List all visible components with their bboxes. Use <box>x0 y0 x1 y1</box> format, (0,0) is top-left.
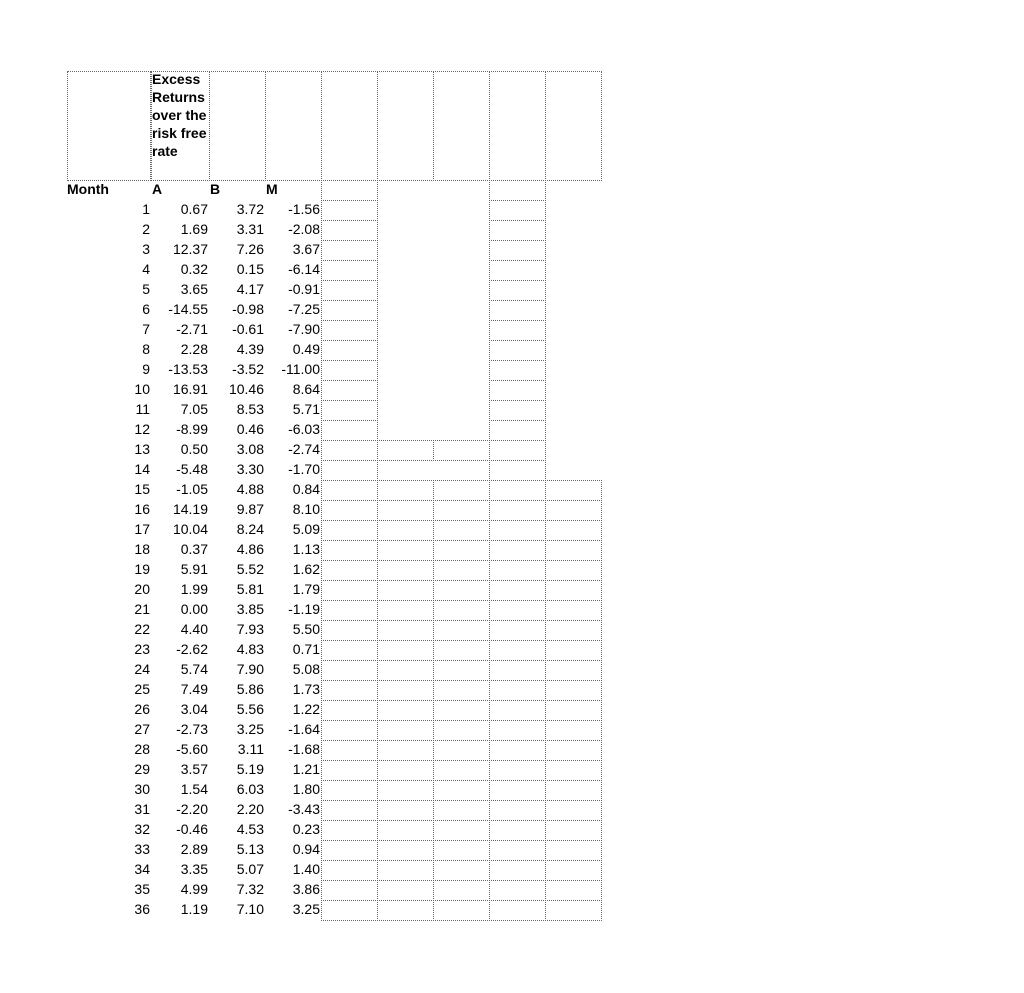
empty-cell[interactable] <box>489 200 546 221</box>
empty-cell[interactable] <box>377 840 434 861</box>
value-m-cell[interactable]: -7.25 <box>288 301 320 317</box>
month-cell[interactable]: 27 <box>134 721 150 737</box>
value-b-cell[interactable]: 4.53 <box>236 821 264 837</box>
empty-cell[interactable] <box>321 580 378 601</box>
empty-cell[interactable] <box>321 820 378 841</box>
value-a-cell[interactable]: -14.55 <box>168 301 208 317</box>
empty-cell[interactable] <box>489 260 546 281</box>
value-b-cell[interactable]: 4.83 <box>236 641 264 657</box>
empty-cell[interactable] <box>433 480 490 501</box>
column-header-month: Month <box>67 181 109 197</box>
empty-cell[interactable] <box>545 660 602 681</box>
empty-cell[interactable] <box>321 260 378 281</box>
month-cell[interactable]: 32 <box>134 821 150 837</box>
empty-cell[interactable] <box>489 440 546 461</box>
month-cell[interactable]: 2 <box>142 221 150 237</box>
empty-cell[interactable] <box>545 560 602 581</box>
month-cell[interactable]: 9 <box>142 361 150 377</box>
value-b-cell[interactable]: 7.32 <box>236 881 264 897</box>
empty-cell[interactable] <box>321 460 378 481</box>
empty-cell[interactable] <box>489 300 546 321</box>
empty-cell[interactable] <box>321 520 378 541</box>
empty-cell[interactable] <box>545 860 602 881</box>
header-cell-blank[interactable] <box>67 71 151 181</box>
empty-cell[interactable] <box>545 600 602 621</box>
value-b-cell[interactable]: 3.30 <box>236 461 264 477</box>
empty-cell[interactable] <box>433 860 490 881</box>
empty-cell[interactable] <box>321 700 378 721</box>
empty-cell[interactable] <box>433 660 490 681</box>
value-m-cell[interactable]: 0.49 <box>292 341 320 357</box>
value-m-cell[interactable]: -11.00 <box>281 361 320 377</box>
value-b-cell[interactable]: -3.52 <box>232 361 264 377</box>
empty-cell[interactable] <box>433 780 490 801</box>
empty-cell[interactable] <box>433 680 490 701</box>
month-cell[interactable]: 24 <box>134 661 150 677</box>
empty-cell[interactable] <box>377 500 434 521</box>
empty-cell[interactable] <box>489 660 546 681</box>
value-b-cell[interactable]: 5.19 <box>236 761 264 777</box>
empty-cell[interactable] <box>321 720 378 741</box>
column-header-m: M <box>266 181 278 197</box>
empty-cell[interactable] <box>321 680 378 701</box>
value-m-cell[interactable]: -6.03 <box>288 421 320 437</box>
empty-cell[interactable] <box>545 720 602 741</box>
empty-cell[interactable] <box>489 860 546 881</box>
value-m-cell[interactable]: 8.64 <box>292 381 320 397</box>
value-b-cell[interactable]: 10.46 <box>228 381 264 397</box>
empty-cell[interactable] <box>433 560 490 581</box>
value-b-cell[interactable]: 7.93 <box>236 621 264 637</box>
value-a-cell[interactable]: -5.60 <box>176 741 208 757</box>
empty-cell[interactable] <box>489 620 546 641</box>
value-a-cell[interactable]: 3.65 <box>180 281 208 297</box>
month-cell[interactable]: 36 <box>134 901 150 917</box>
value-b-cell[interactable]: 7.26 <box>236 241 264 257</box>
value-m-cell[interactable]: 0.94 <box>292 841 320 857</box>
empty-cell[interactable] <box>489 460 546 481</box>
empty-cell[interactable] <box>321 420 378 441</box>
sheet-title: Excess Returns over the risk free rate <box>152 71 207 159</box>
empty-cell[interactable] <box>321 840 378 861</box>
month-cell[interactable]: 33 <box>134 841 150 857</box>
value-m-cell[interactable]: 5.09 <box>292 521 320 537</box>
empty-cell[interactable] <box>377 540 434 561</box>
value-a-cell[interactable]: 2.28 <box>180 341 208 357</box>
month-cell[interactable]: 4 <box>142 261 150 277</box>
empty-cell[interactable] <box>377 560 434 581</box>
month-cell[interactable]: 17 <box>134 521 150 537</box>
header-cell-blank[interactable] <box>265 71 322 181</box>
value-a-cell[interactable]: 16.91 <box>172 381 208 397</box>
empty-cell[interactable] <box>321 800 378 821</box>
empty-cell[interactable] <box>321 400 378 421</box>
empty-cell[interactable] <box>545 800 602 821</box>
month-cell[interactable]: 3 <box>142 241 150 257</box>
empty-cell[interactable] <box>489 340 546 361</box>
empty-cell[interactable] <box>489 880 546 901</box>
value-m-cell[interactable]: -2.08 <box>288 221 320 237</box>
empty-cell[interactable] <box>489 220 546 241</box>
header-cell-blank[interactable] <box>321 71 378 181</box>
empty-cell[interactable] <box>377 440 434 461</box>
value-b-cell[interactable]: 3.85 <box>236 601 264 617</box>
value-a-cell[interactable]: 14.19 <box>172 501 208 517</box>
empty-cell[interactable] <box>489 640 546 661</box>
value-m-cell[interactable]: 1.22 <box>292 701 320 717</box>
value-a-cell[interactable]: 5.91 <box>180 561 208 577</box>
value-a-cell[interactable]: 3.35 <box>180 861 208 877</box>
empty-cell[interactable] <box>433 740 490 761</box>
empty-cell[interactable] <box>545 540 602 561</box>
value-b-cell[interactable]: -0.61 <box>232 321 264 337</box>
value-a-cell[interactable]: 0.00 <box>180 601 208 617</box>
value-a-cell[interactable]: 0.67 <box>180 201 208 217</box>
value-a-cell[interactable]: -2.71 <box>176 321 208 337</box>
empty-cell[interactable] <box>489 280 546 301</box>
value-b-cell[interactable]: 3.11 <box>237 741 264 757</box>
value-b-cell[interactable]: 8.53 <box>236 401 264 417</box>
empty-cell[interactable] <box>489 360 546 381</box>
empty-cell[interactable] <box>433 600 490 621</box>
value-a-cell[interactable]: -0.46 <box>176 821 208 837</box>
empty-cell[interactable] <box>433 580 490 601</box>
value-m-cell[interactable]: 1.62 <box>292 561 320 577</box>
value-a-cell[interactable]: 3.57 <box>180 761 208 777</box>
value-m-cell[interactable]: 8.10 <box>292 501 320 517</box>
empty-cell[interactable] <box>321 620 378 641</box>
month-cell[interactable]: 26 <box>134 701 150 717</box>
header-cell-blank[interactable] <box>433 71 490 181</box>
value-b-cell[interactable]: 4.86 <box>236 541 264 557</box>
value-a-cell[interactable]: -2.20 <box>176 801 208 817</box>
month-cell[interactable]: 1 <box>142 201 150 217</box>
empty-cell[interactable] <box>489 840 546 861</box>
value-a-cell[interactable]: 10.04 <box>172 521 208 537</box>
empty-cell[interactable] <box>377 860 434 881</box>
value-m-cell[interactable]: 1.73 <box>292 681 320 697</box>
empty-cell[interactable] <box>489 800 546 821</box>
value-m-cell[interactable]: -2.74 <box>288 441 320 457</box>
empty-cell[interactable] <box>321 640 378 661</box>
value-b-cell[interactable]: 6.03 <box>236 781 264 797</box>
empty-cell[interactable] <box>321 740 378 761</box>
value-b-cell[interactable]: 8.24 <box>236 521 264 537</box>
empty-cell[interactable] <box>321 860 378 881</box>
value-a-cell[interactable]: 1.69 <box>180 221 208 237</box>
empty-cell[interactable] <box>545 520 602 541</box>
value-a-cell[interactable]: -8.99 <box>176 421 208 437</box>
value-m-cell[interactable]: -1.70 <box>288 461 320 477</box>
value-a-cell[interactable]: 0.50 <box>180 441 208 457</box>
empty-cell[interactable] <box>321 280 378 301</box>
value-b-cell[interactable]: 5.81 <box>236 581 264 597</box>
value-a-cell[interactable]: -2.73 <box>176 721 208 737</box>
value-b-cell[interactable]: 3.31 <box>236 221 264 237</box>
empty-cell[interactable] <box>433 840 490 861</box>
header-cell-blank[interactable] <box>545 71 602 181</box>
value-a-cell[interactable]: 4.40 <box>180 621 208 637</box>
empty-cell[interactable] <box>489 500 546 521</box>
month-cell[interactable]: 30 <box>134 781 150 797</box>
empty-cell[interactable] <box>545 840 602 861</box>
value-m-cell[interactable]: -1.64 <box>288 721 320 737</box>
empty-cell[interactable] <box>377 800 434 821</box>
value-m-cell[interactable]: 1.21 <box>292 761 320 777</box>
empty-cell[interactable] <box>489 720 546 741</box>
month-cell[interactable]: 5 <box>142 281 150 297</box>
value-m-cell[interactable]: 5.50 <box>292 621 320 637</box>
month-cell[interactable]: 13 <box>134 441 150 457</box>
empty-cell[interactable] <box>433 720 490 741</box>
value-b-cell[interactable]: 4.39 <box>236 341 264 357</box>
empty-cell[interactable] <box>545 740 602 761</box>
value-b-cell[interactable]: 4.17 <box>236 281 264 297</box>
value-m-cell[interactable]: 1.40 <box>292 861 320 877</box>
empty-cell[interactable] <box>489 400 546 421</box>
empty-cell[interactable] <box>489 580 546 601</box>
empty-cell[interactable] <box>377 660 434 681</box>
empty-cell[interactable] <box>377 480 434 501</box>
empty-cell[interactable] <box>433 540 490 561</box>
month-cell[interactable]: 28 <box>134 741 150 757</box>
empty-cell[interactable] <box>321 380 378 401</box>
value-a-cell[interactable]: -1.05 <box>176 481 208 497</box>
value-b-cell[interactable]: 9.87 <box>236 501 264 517</box>
empty-cell[interactable] <box>545 700 602 721</box>
empty-cell[interactable] <box>545 780 602 801</box>
empty-cell[interactable] <box>321 440 378 461</box>
value-b-cell[interactable]: -0.98 <box>232 301 264 317</box>
value-m-cell[interactable]: 5.71 <box>292 401 320 417</box>
month-cell[interactable]: 10 <box>134 381 150 397</box>
empty-cell[interactable] <box>489 560 546 581</box>
month-cell[interactable]: 7 <box>142 321 150 337</box>
header-cell-blank[interactable] <box>489 71 546 181</box>
value-a-cell[interactable]: 2.89 <box>180 841 208 857</box>
value-m-cell[interactable]: 0.23 <box>292 821 320 837</box>
month-cell[interactable]: 11 <box>135 401 150 417</box>
month-cell[interactable]: 14 <box>134 461 150 477</box>
value-a-cell[interactable]: 12.37 <box>172 241 208 257</box>
empty-cell[interactable] <box>321 340 378 361</box>
empty-cell[interactable] <box>433 640 490 661</box>
empty-cell[interactable] <box>489 780 546 801</box>
empty-cell[interactable] <box>489 180 546 201</box>
empty-cell[interactable] <box>433 520 490 541</box>
empty-cell[interactable] <box>489 900 546 921</box>
empty-cell[interactable] <box>321 180 378 201</box>
value-a-cell[interactable]: 0.32 <box>180 261 208 277</box>
value-m-cell[interactable]: -6.14 <box>288 261 320 277</box>
value-m-cell[interactable]: 5.08 <box>292 661 320 677</box>
empty-cell[interactable] <box>321 220 378 241</box>
month-cell[interactable]: 18 <box>134 541 150 557</box>
empty-cell[interactable] <box>545 620 602 641</box>
empty-cell[interactable] <box>321 240 378 261</box>
empty-cell[interactable] <box>321 360 378 381</box>
column-header-b: B <box>210 181 221 197</box>
empty-cell[interactable] <box>433 900 490 921</box>
value-b-cell[interactable]: 3.25 <box>236 721 264 737</box>
empty-cell[interactable] <box>377 620 434 641</box>
empty-cell[interactable] <box>433 700 490 721</box>
value-m-cell[interactable]: -1.19 <box>288 601 320 617</box>
empty-cell[interactable] <box>433 880 490 901</box>
value-m-cell[interactable]: 3.25 <box>292 901 320 917</box>
value-b-cell[interactable]: 5.56 <box>236 701 264 717</box>
value-a-cell[interactable]: 0.37 <box>180 541 208 557</box>
empty-cell[interactable] <box>377 640 434 661</box>
empty-cell[interactable] <box>377 820 434 841</box>
value-b-cell[interactable]: 3.72 <box>236 201 264 217</box>
value-m-cell[interactable]: 1.80 <box>292 781 320 797</box>
value-a-cell[interactable]: 1.54 <box>180 781 208 797</box>
empty-cell[interactable] <box>321 480 378 501</box>
empty-cell[interactable] <box>321 540 378 561</box>
empty-cell[interactable] <box>545 680 602 701</box>
empty-cell[interactable] <box>321 320 378 341</box>
empty-cell[interactable] <box>489 240 546 261</box>
empty-cell[interactable] <box>321 760 378 781</box>
empty-cell[interactable] <box>321 600 378 621</box>
value-m-cell[interactable]: 1.79 <box>292 581 320 597</box>
month-cell[interactable]: 16 <box>134 501 150 517</box>
month-cell[interactable]: 29 <box>134 761 150 777</box>
value-a-cell[interactable]: 5.74 <box>180 661 208 677</box>
empty-cell[interactable] <box>489 380 546 401</box>
value-m-cell[interactable]: -7.90 <box>288 321 320 337</box>
value-m-cell[interactable]: 0.84 <box>292 481 320 497</box>
value-m-cell[interactable]: 0.71 <box>292 641 320 657</box>
empty-cell[interactable] <box>377 780 434 801</box>
value-b-cell[interactable]: 5.13 <box>236 841 264 857</box>
empty-cell[interactable] <box>321 200 378 221</box>
empty-cell[interactable] <box>489 820 546 841</box>
value-m-cell[interactable]: -0.91 <box>288 281 320 297</box>
month-cell[interactable]: 34 <box>134 861 150 877</box>
empty-cell[interactable] <box>489 700 546 721</box>
value-b-cell[interactable]: 7.90 <box>236 661 264 677</box>
empty-cell[interactable] <box>545 900 602 921</box>
empty-cell[interactable] <box>377 740 434 761</box>
month-cell[interactable]: 20 <box>134 581 150 597</box>
value-b-cell[interactable]: 0.15 <box>236 261 264 277</box>
empty-cell[interactable] <box>489 320 546 341</box>
empty-cell[interactable] <box>489 760 546 781</box>
empty-cell[interactable] <box>377 700 434 721</box>
month-cell[interactable]: 6 <box>142 301 150 317</box>
empty-cell[interactable] <box>433 820 490 841</box>
value-m-cell[interactable]: 3.86 <box>292 881 320 897</box>
empty-cell[interactable] <box>321 880 378 901</box>
empty-cell[interactable] <box>321 500 378 521</box>
month-cell[interactable]: 8 <box>142 341 150 357</box>
header-cell-blank[interactable] <box>209 71 266 181</box>
month-cell[interactable]: 12 <box>134 421 150 437</box>
value-a-cell[interactable]: 4.99 <box>180 881 208 897</box>
empty-cell[interactable] <box>545 640 602 661</box>
empty-cell[interactable] <box>489 600 546 621</box>
empty-cell[interactable] <box>377 680 434 701</box>
empty-cell[interactable] <box>545 880 602 901</box>
empty-cell[interactable] <box>545 480 602 501</box>
value-a-cell[interactable]: 3.04 <box>180 701 208 717</box>
value-b-cell[interactable]: 5.86 <box>236 681 264 697</box>
empty-cell[interactable] <box>321 300 378 321</box>
empty-cell[interactable] <box>321 780 378 801</box>
empty-cell[interactable] <box>377 600 434 621</box>
empty-cell[interactable] <box>433 800 490 821</box>
value-b-cell[interactable]: 5.52 <box>236 561 264 577</box>
month-cell[interactable]: 23 <box>134 641 150 657</box>
value-m-cell[interactable]: -1.68 <box>288 741 320 757</box>
value-a-cell[interactable]: 7.05 <box>180 401 208 417</box>
value-b-cell[interactable]: 4.88 <box>236 481 264 497</box>
empty-cell[interactable] <box>321 660 378 681</box>
empty-cell[interactable] <box>489 740 546 761</box>
value-b-cell[interactable]: 7.10 <box>236 901 264 917</box>
month-cell[interactable]: 31 <box>134 801 150 817</box>
month-cell[interactable]: 22 <box>134 621 150 637</box>
empty-cell[interactable] <box>377 520 434 541</box>
empty-cell[interactable] <box>545 500 602 521</box>
value-m-cell[interactable]: 3.67 <box>292 241 320 257</box>
month-cell[interactable]: 35 <box>134 881 150 897</box>
empty-cell[interactable] <box>489 520 546 541</box>
empty-cell[interactable] <box>545 760 602 781</box>
empty-cell[interactable] <box>489 540 546 561</box>
column-header-a: A <box>152 181 163 197</box>
value-m-cell[interactable]: -3.43 <box>288 801 320 817</box>
value-a-cell[interactable]: 7.49 <box>180 681 208 697</box>
empty-cell[interactable] <box>433 440 490 461</box>
value-a-cell[interactable]: -5.48 <box>176 461 208 477</box>
empty-cell[interactable] <box>321 900 378 921</box>
value-b-cell[interactable]: 0.46 <box>236 421 264 437</box>
value-b-cell[interactable]: 3.08 <box>236 441 264 457</box>
empty-cell[interactable] <box>377 720 434 741</box>
empty-cell[interactable] <box>433 500 490 521</box>
value-a-cell[interactable]: -2.62 <box>176 641 208 657</box>
value-m-cell[interactable]: 1.13 <box>292 541 320 557</box>
value-b-cell[interactable]: 2.20 <box>236 801 264 817</box>
empty-cell[interactable] <box>377 760 434 781</box>
empty-cell[interactable] <box>545 580 602 601</box>
month-cell[interactable]: 21 <box>134 601 150 617</box>
month-cell[interactable]: 19 <box>134 561 150 577</box>
empty-cell[interactable] <box>489 680 546 701</box>
empty-cell[interactable] <box>489 480 546 501</box>
empty-cell[interactable] <box>377 880 434 901</box>
month-cell[interactable]: 15 <box>134 481 150 497</box>
value-a-cell[interactable]: 1.99 <box>180 581 208 597</box>
empty-cell[interactable] <box>433 620 490 641</box>
empty-cell[interactable] <box>377 900 434 921</box>
month-cell[interactable]: 25 <box>134 681 150 697</box>
value-m-cell[interactable]: -1.56 <box>288 201 320 217</box>
header-cell-blank[interactable] <box>377 71 434 181</box>
empty-cell[interactable] <box>377 580 434 601</box>
value-a-cell[interactable]: 1.19 <box>180 901 208 917</box>
empty-cell[interactable] <box>321 560 378 581</box>
empty-cell[interactable] <box>489 420 546 441</box>
value-a-cell[interactable]: -13.53 <box>168 361 208 377</box>
empty-cell[interactable] <box>433 760 490 781</box>
value-b-cell[interactable]: 5.07 <box>236 861 264 877</box>
empty-cell[interactable] <box>545 820 602 841</box>
